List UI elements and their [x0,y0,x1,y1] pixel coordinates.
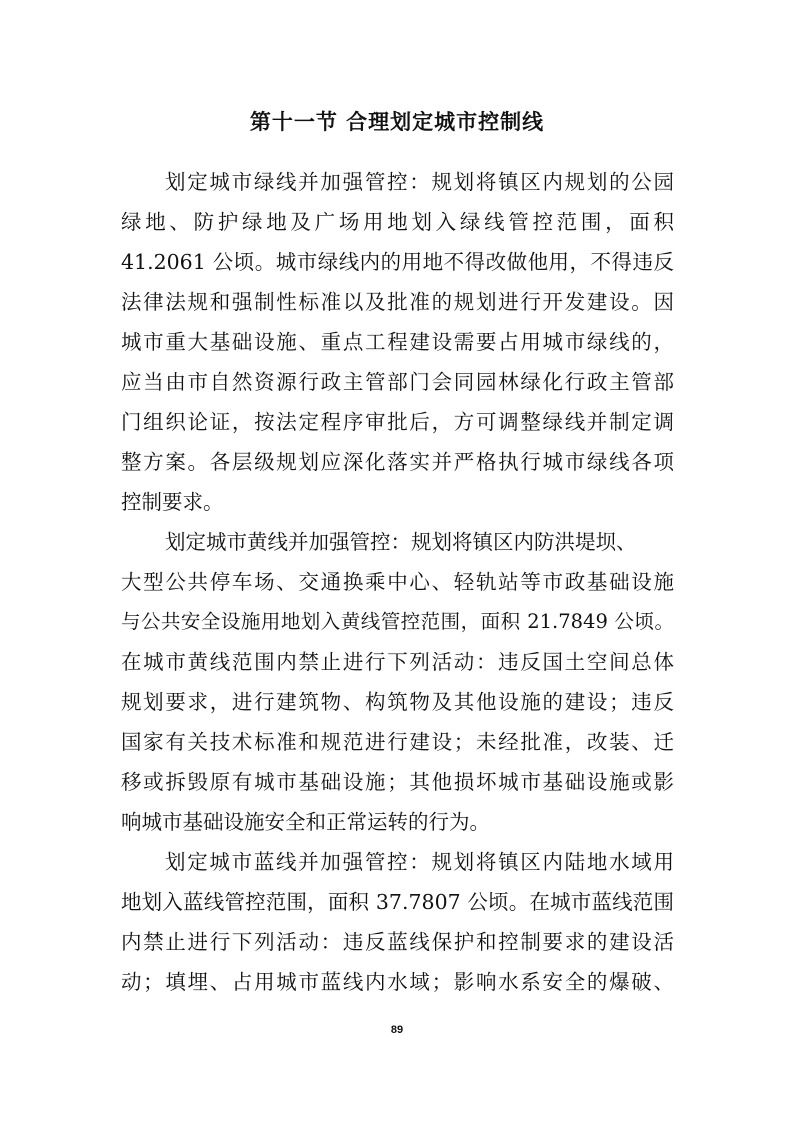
paragraph-line: 规划要求，进行建筑物、构筑物及其他设施的建设；违反 [121,690,674,714]
paragraph-line: 与公共安全设施用地划入黄线管控范围，面积 21.7849 公顷。 [121,610,674,633]
paragraph-line: 法律法规和强制性标准以及批准的规划进行开发建设。因 [121,290,674,314]
paragraph-line: 地划入蓝线管控范围，面积 37.7807 公顷。在城市蓝线范围 [121,890,674,914]
paragraph-line: 动；填埋、占用城市蓝线内水域；影响水系安全的爆破、 [121,970,674,994]
paragraph-line: 国家有关技术标准和规范进行建设；未经批准，改装、迁 [121,730,674,754]
section-title: 第十一节 合理划定城市控制线 [249,110,545,134]
paragraph-line: 城市重大基础设施、重点工程建设需要占用城市绿线的， [121,330,674,354]
paragraph-line: 划定城市黄线并加强管控：规划将镇区内防洪堤坝、 [165,530,637,554]
paragraph-line: 41.2061 公顷。城市绿线内的用地不得改做他用，不得违反 [121,250,674,274]
paragraph-line: 内禁止进行下列活动：违反蓝线保护和控制要求的建设活 [121,930,674,954]
paragraph-line: 门组织论证，按法定程序审批后，方可调整绿线并制定调 [121,410,674,434]
paragraph-line: 绿地、防护绿地及广场用地划入绿线管控范围，面积 [121,210,674,234]
paragraph-line: 移或拆毁原有城市基础设施；其他损坏城市基础设施或影 [121,770,674,794]
paragraph-line: 应当由市自然资源行政主管部门会同园林绿化行政主管部 [121,370,674,394]
page-number: 89 [390,1024,404,1036]
paragraph-line: 整方案。各层级规划应深化落实并严格执行城市绿线各项 [121,450,674,474]
paragraph-line: 划定城市绿线并加强管控：规划将镇区内规划的公园 [165,170,674,194]
paragraph-line: 划定城市蓝线并加强管控：规划将镇区内陆地水域用 [165,850,674,874]
paragraph-line: 在城市黄线范围内禁止进行下列活动：违反国土空间总体 [121,650,674,674]
paragraph-line: 大型公共停车场、交通换乘中心、轻轨站等市政基础设施 [121,570,674,594]
paragraph-line: 响城市基础设施安全和正常运转的行为。 [121,810,490,834]
paragraph-line: 控制要求。 [121,490,224,514]
